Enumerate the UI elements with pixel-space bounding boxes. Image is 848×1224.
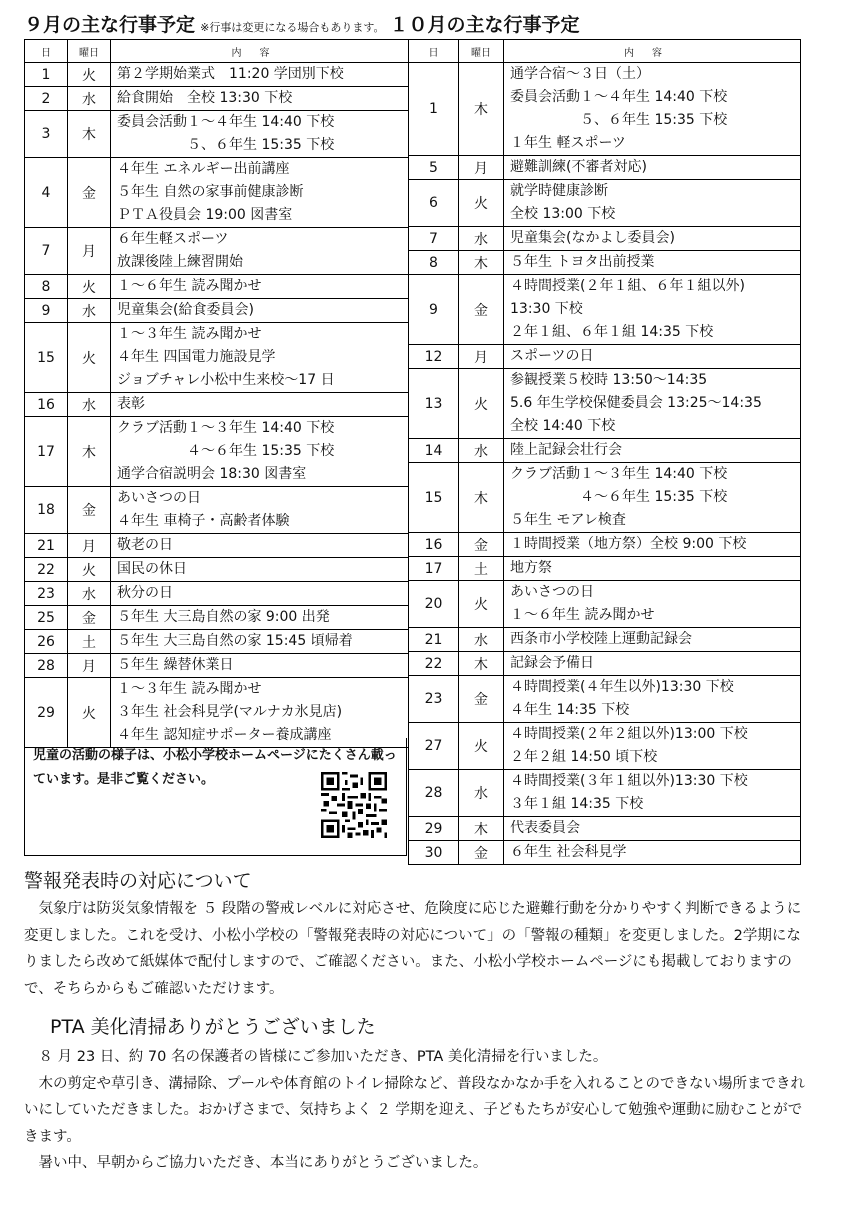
content-cell: [504, 817, 801, 841]
content-cell: [111, 558, 409, 582]
col-day: 日: [25, 40, 68, 63]
day-cell: 8: [409, 251, 459, 275]
day-cell: 27: [409, 723, 459, 770]
schedule-row: [409, 463, 801, 533]
weekday-cell: 水: [459, 770, 504, 817]
schedule-row: [25, 63, 409, 87]
event-line: クラブ活動１～３年生 14:40 下校: [117, 420, 335, 436]
content-cell: [504, 652, 801, 676]
event-line: ４時間授業(３年１組以外)13:30 下校: [510, 773, 748, 789]
schedule-row: [25, 487, 409, 534]
col-day: 日: [409, 40, 459, 63]
day-cell: 16: [409, 533, 459, 557]
weekday-cell: 金: [68, 606, 111, 630]
event-line: ４年生 エネルギー出前講座: [117, 161, 290, 177]
weekday-cell: 金: [459, 676, 504, 723]
warning-paragraph: 気象庁は防災気象情報を ５ 段階の警戒レベルに対応させ、危険度に応じた避難行動を分かりやすく判断できるように変更しました。これを受け、小松小学校の「警報発表時の対応について」の「警報の種類」を変更しました。2学期になりましたら改めて紙媒体で配付しますので、ご確認ください。また、小松小学校ホームページにも掲載しておりますので、そちらからもご確認いただけます。: [24, 901, 802, 997]
schedule-row: [409, 841, 801, 865]
content-cell: [111, 323, 409, 393]
event-line: ６年生 社会科見学: [510, 844, 627, 860]
october-title: １０月の主な行事予定: [389, 14, 580, 36]
event-line: 陸上記録会壮行会: [510, 442, 622, 458]
weekday-cell: 水: [68, 582, 111, 606]
col-content: 内容: [111, 40, 409, 63]
schedule-row: [25, 678, 409, 748]
warning-section-title: 警報発表時の対応について: [24, 870, 252, 892]
day-cell: 23: [409, 676, 459, 723]
schedule-row: [409, 557, 801, 581]
content-cell: [111, 275, 409, 299]
event-line: １～６年生 読み聞かせ: [510, 607, 655, 623]
schedule-row: [409, 652, 801, 676]
content-cell: [504, 227, 801, 251]
event-line: 児童集会(給食委員会): [117, 302, 254, 318]
event-line: ４年生 14:35 下校: [510, 702, 630, 718]
weekday-cell: 木: [459, 817, 504, 841]
content-cell: [504, 770, 801, 817]
content-cell: [111, 582, 409, 606]
event-line: 5.6 年生学校保健委員会 13:25～14:35: [510, 395, 762, 411]
content-cell: [111, 417, 409, 487]
schedule-row: [25, 558, 409, 582]
day-cell: 14: [409, 439, 459, 463]
schedule-row: [25, 158, 409, 228]
event-line: ２年２組 14:50 頃下校: [510, 749, 658, 765]
event-line: クラブ活動１～３年生 14:40 下校: [510, 466, 728, 482]
weekday-cell: 火: [68, 558, 111, 582]
event-line: ジョブチャレ小松中生来校～17 日: [117, 372, 335, 388]
schedule-row: [25, 393, 409, 417]
weekday-cell: 月: [459, 156, 504, 180]
day-cell: 26: [25, 630, 68, 654]
event-line: 記録会予備日: [510, 655, 594, 671]
event-line: ４～６年生 15:35 下校: [117, 443, 335, 459]
event-line: ２年１組、６年１組 14:35 下校: [510, 324, 714, 340]
day-cell: 1: [409, 63, 459, 156]
event-line: １時間授業（地方祭）全校 9:00 下校: [510, 536, 747, 552]
event-line: ５、６年生 15:35 下校: [117, 137, 335, 153]
weekday-cell: 火: [459, 369, 504, 439]
day-cell: 3: [25, 111, 68, 158]
warning-body: [24, 896, 808, 1002]
schedule-row: [25, 654, 409, 678]
event-line: 給食開始 全校 13:30 下校: [117, 90, 293, 106]
weekday-cell: 木: [459, 63, 504, 156]
schedule-row: [409, 63, 801, 156]
content-cell: [111, 630, 409, 654]
schedule-row: [25, 111, 409, 158]
content-cell: [111, 654, 409, 678]
content-cell: [504, 581, 801, 628]
content-cell: [504, 628, 801, 652]
content-cell: [111, 393, 409, 417]
content-cell: [504, 251, 801, 275]
schedule-row: [25, 606, 409, 630]
schedule-row: [25, 323, 409, 393]
weekday-cell: 水: [68, 299, 111, 323]
event-line: 参観授業５校時 13:50～14:35: [510, 372, 708, 388]
qr-code-icon[interactable]: [321, 772, 387, 838]
weekday-cell: 月: [68, 228, 111, 275]
pta-paragraph-3: 暑い中、早朝からご協力いただき、本当にありがとうございました。: [24, 1155, 488, 1171]
day-cell: 8: [25, 275, 68, 299]
weekday-cell: 金: [68, 487, 111, 534]
event-line: ６年生軽スポーツ: [117, 231, 229, 247]
content-cell: [504, 723, 801, 770]
day-cell: 17: [25, 417, 68, 487]
content-cell: [111, 487, 409, 534]
content-cell: [504, 156, 801, 180]
col-weekday: 曜日: [459, 40, 504, 63]
content-cell: [111, 606, 409, 630]
day-cell: 7: [25, 228, 68, 275]
event-line: 国民の休日: [117, 561, 187, 577]
day-cell: 21: [409, 628, 459, 652]
weekday-cell: 火: [459, 581, 504, 628]
event-line: 委員会活動１～４年生 14:40 下校: [510, 89, 728, 105]
schedule-row: [409, 770, 801, 817]
day-cell: 15: [25, 323, 68, 393]
day-cell: 23: [25, 582, 68, 606]
weekday-cell: 金: [68, 158, 111, 228]
col-weekday: 曜日: [68, 40, 111, 63]
day-cell: 9: [25, 299, 68, 323]
schedule-row: [409, 345, 801, 369]
weekday-cell: 木: [459, 463, 504, 533]
event-line: 放課後陸上練習開始: [117, 254, 243, 270]
event-line: ３年１組 14:35 下校: [510, 796, 644, 812]
event-line: 就学時健康診断: [510, 183, 608, 199]
day-cell: 29: [25, 678, 68, 748]
september-title: ９月の主な行事予定: [24, 14, 196, 36]
weekday-cell: 水: [459, 227, 504, 251]
weekday-cell: 水: [68, 87, 111, 111]
day-cell: 15: [409, 463, 459, 533]
schedule-row: [409, 581, 801, 628]
event-line: 秋分の日: [117, 585, 173, 601]
content-cell: [111, 63, 409, 87]
event-line: ４年生 認知症サポーター養成講座: [117, 727, 332, 743]
pta-paragraph-1: ８ 月 23 日、約 70 名の保護者の皆様にご参加いただき、PTA 美化清掃を行いました。: [24, 1049, 608, 1065]
schedule-row: [25, 275, 409, 299]
event-line: 避難訓練(不審者対応): [510, 159, 647, 175]
content-cell: [504, 463, 801, 533]
event-line: スポーツの日: [510, 348, 594, 364]
schedule-row: [25, 534, 409, 558]
content-cell: [504, 533, 801, 557]
change-note: ※行事は変更になる場合もあります。: [200, 21, 385, 34]
content-cell: [504, 345, 801, 369]
schedule-row: [409, 251, 801, 275]
content-cell: [111, 87, 409, 111]
schedule-row: [409, 817, 801, 841]
schedule-row: [409, 156, 801, 180]
event-line: 敬老の日: [117, 537, 173, 553]
weekday-cell: 金: [459, 841, 504, 865]
weekday-cell: 火: [459, 180, 504, 227]
day-cell: 9: [409, 275, 459, 345]
event-line: ５年生 大三島自然の家 9:00 出発: [117, 609, 330, 625]
content-cell: [111, 678, 409, 748]
event-line: あいさつの日: [117, 490, 201, 506]
schedule-row: [409, 628, 801, 652]
weekday-cell: 木: [68, 111, 111, 158]
weekday-cell: 水: [459, 628, 504, 652]
content-cell: [504, 275, 801, 345]
event-line: ４～６年生 15:35 下校: [510, 489, 728, 505]
schedule-row: [409, 533, 801, 557]
event-line: １～３年生 読み聞かせ: [117, 326, 262, 342]
event-line: ４年生 車椅子・高齢者体験: [117, 513, 290, 529]
content-cell: [111, 158, 409, 228]
schedule-row: [409, 439, 801, 463]
event-line: 第２学期始業式 11:20 学団別下校: [117, 66, 344, 82]
content-cell: [504, 369, 801, 439]
day-cell: 25: [25, 606, 68, 630]
schedule-row: [409, 676, 801, 723]
event-line: 地方祭: [510, 560, 552, 576]
weekday-cell: 火: [68, 678, 111, 748]
event-line: 全校 14:40 下校: [510, 418, 616, 434]
schedule-row: [25, 87, 409, 111]
event-line: ５年生 繰替休業日: [117, 657, 234, 673]
schedule-row: [409, 723, 801, 770]
schedule-row: [25, 417, 409, 487]
weekday-cell: 水: [68, 393, 111, 417]
weekday-cell: 木: [459, 251, 504, 275]
schedule-row: [409, 227, 801, 251]
event-line: あいさつの日: [510, 584, 594, 600]
event-line: ＰＴＡ役員会 19:00 図書室: [117, 207, 293, 223]
day-cell: 12: [409, 345, 459, 369]
event-line: ５年生 トヨタ出前授業: [510, 254, 655, 270]
schedule-row: [25, 299, 409, 323]
content-cell: [111, 299, 409, 323]
day-cell: 29: [409, 817, 459, 841]
event-line: ５年生 大三島自然の家 15:45 頃帰着: [117, 633, 353, 649]
weekday-cell: 金: [459, 533, 504, 557]
schedule-header: [24, 10, 580, 37]
event-line: 全校 13:00 下校: [510, 206, 616, 222]
pta-section-title: PTA 美化清掃ありがとうございました: [50, 1016, 376, 1038]
day-cell: 5: [409, 156, 459, 180]
event-line: ４時間授業(２年２組以外)13:00 下校: [510, 726, 748, 742]
pta-paragraph-2: 木の剪定や草引き、溝掃除、プールや体育館のトイレ掃除など、普段なかなか手を入れることのできない場所まできれいにしていただきました。おかげさまで、気持ちよく ２ 学期を迎え、子どもたちが安心して勉強や運動に励むことができます。: [24, 1075, 805, 1145]
event-line: ４時間授業(４年生以外)13:30 下校: [510, 679, 734, 695]
day-cell: 22: [25, 558, 68, 582]
event-line: １～６年生 読み聞かせ: [117, 278, 262, 294]
weekday-cell: 土: [459, 557, 504, 581]
weekday-cell: 月: [459, 345, 504, 369]
day-cell: 28: [409, 770, 459, 817]
content-cell: [504, 63, 801, 156]
col-content: 内容: [504, 40, 801, 63]
day-cell: 20: [409, 581, 459, 628]
day-cell: 28: [25, 654, 68, 678]
day-cell: 2: [25, 87, 68, 111]
weekday-cell: 月: [68, 654, 111, 678]
event-line: ５、６年生 15:35 下校: [510, 112, 728, 128]
weekday-cell: 火: [68, 63, 111, 87]
event-line: 西条市小学校陸上運動記録会: [510, 631, 692, 647]
weekday-cell: 火: [68, 275, 111, 299]
schedule-row: [409, 369, 801, 439]
weekday-cell: 金: [459, 275, 504, 345]
event-line: １年生 軽スポーツ: [510, 135, 626, 151]
day-cell: 16: [25, 393, 68, 417]
schedule-row: [25, 630, 409, 654]
event-line: 代表委員会: [510, 820, 580, 836]
event-line: ５年生 モアレ検査: [510, 512, 626, 528]
homepage-notice-text: 児童の活動の様子は、小松小学校ホームページにたくさん載っています。是非ご覧ください。: [33, 748, 397, 787]
content-cell: [504, 557, 801, 581]
day-cell: 6: [409, 180, 459, 227]
schedule-row: [409, 275, 801, 345]
october-schedule-table: [408, 39, 801, 865]
content-cell: [111, 111, 409, 158]
event-line: 委員会活動１～４年生 14:40 下校: [117, 114, 335, 130]
weekday-cell: 火: [459, 723, 504, 770]
weekday-cell: 水: [459, 439, 504, 463]
content-cell: [111, 534, 409, 558]
content-cell: [504, 841, 801, 865]
weekday-cell: 土: [68, 630, 111, 654]
event-line: 通学合宿～３日（土）: [510, 66, 650, 82]
event-line: 通学合宿説明会 18:30 図書室: [117, 466, 307, 482]
content-cell: [504, 180, 801, 227]
day-cell: 1: [25, 63, 68, 87]
schedule-row: [409, 180, 801, 227]
event-line: ３年生 社会科見学(マルナカ氷見店): [117, 704, 343, 720]
day-cell: 13: [409, 369, 459, 439]
event-line: 13:30 下校: [510, 301, 583, 317]
homepage-notice: [24, 738, 407, 856]
event-line: 表彰: [117, 396, 145, 412]
content-cell: [111, 228, 409, 275]
day-cell: 30: [409, 841, 459, 865]
event-line: 児童集会(なかよし委員会): [510, 230, 675, 246]
weekday-cell: 月: [68, 534, 111, 558]
day-cell: 18: [25, 487, 68, 534]
event-line: ５年生 自然の家事前健康診断: [117, 184, 304, 200]
schedule-row: [25, 228, 409, 275]
september-schedule-table: [24, 39, 409, 748]
pta-body: [24, 1044, 808, 1177]
event-line: ４時間授業(２年１組、６年１組以外): [510, 278, 745, 294]
schedule-row: [25, 582, 409, 606]
day-cell: 22: [409, 652, 459, 676]
day-cell: 4: [25, 158, 68, 228]
day-cell: 21: [25, 534, 68, 558]
content-cell: [504, 439, 801, 463]
day-cell: 7: [409, 227, 459, 251]
weekday-cell: 木: [68, 417, 111, 487]
weekday-cell: 火: [68, 323, 111, 393]
event-line: １～３年生 読み聞かせ: [117, 681, 262, 697]
weekday-cell: 木: [459, 652, 504, 676]
day-cell: 17: [409, 557, 459, 581]
event-line: ４年生 四国電力施設見学: [117, 349, 276, 365]
content-cell: [504, 676, 801, 723]
